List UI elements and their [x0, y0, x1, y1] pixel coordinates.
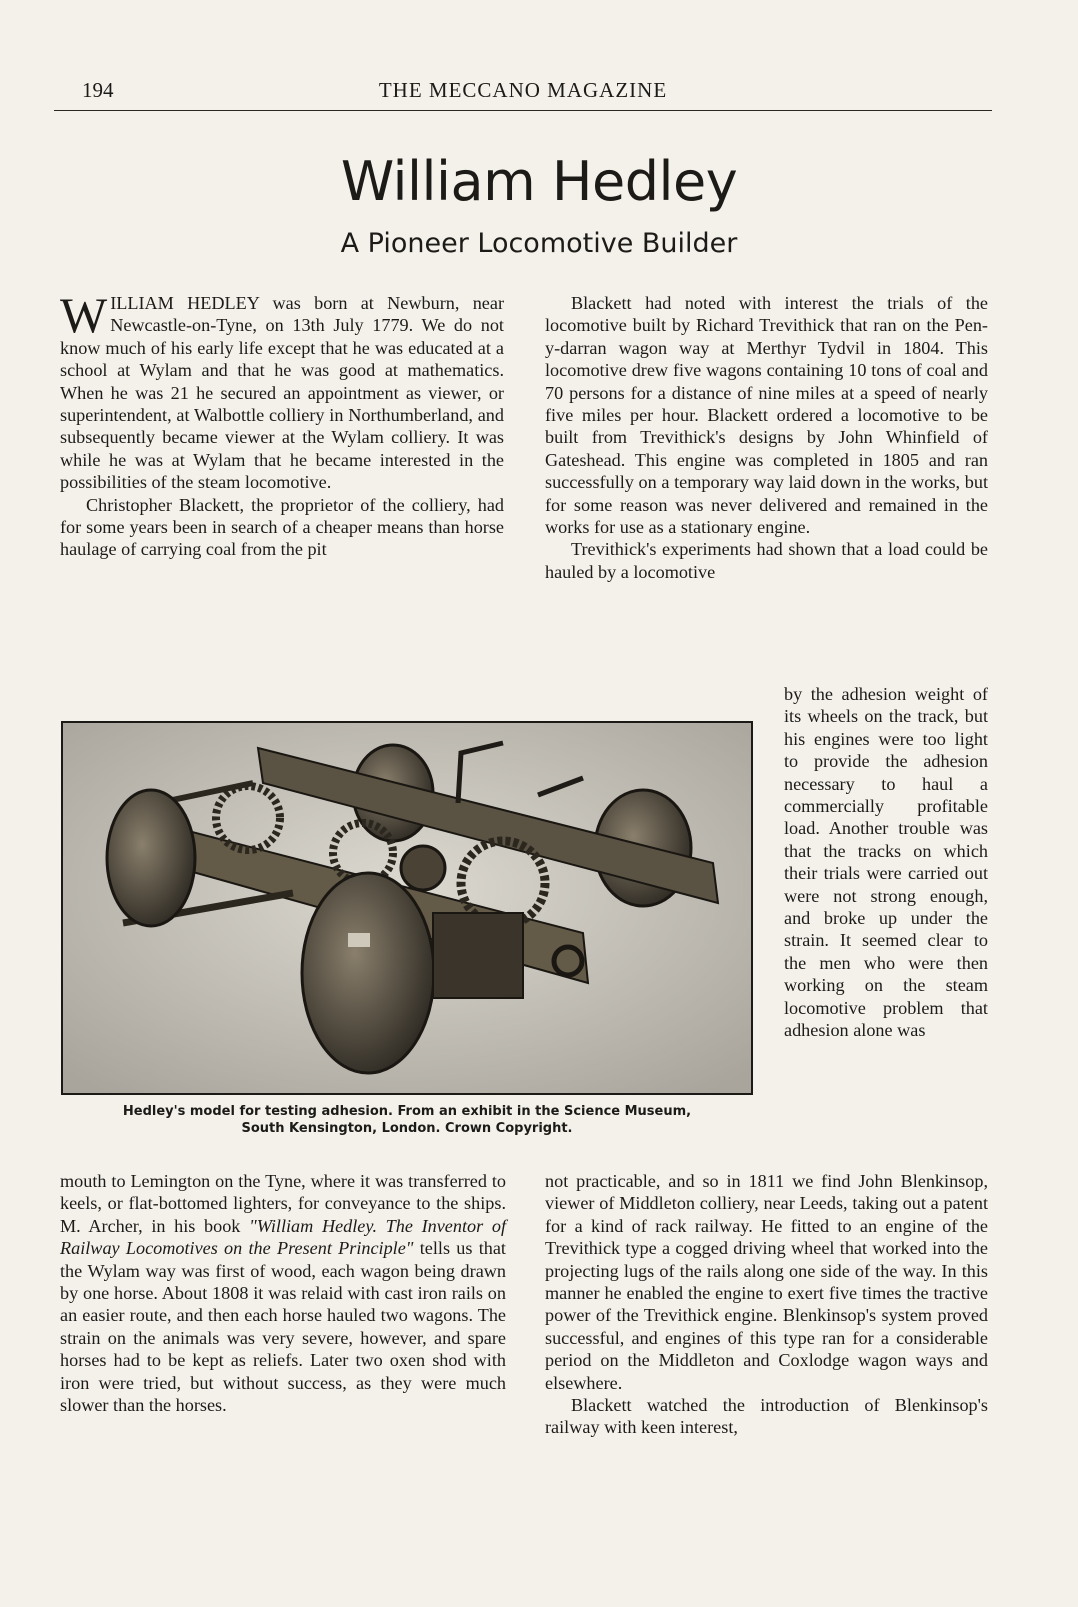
trevithick-paragraph-start: Trevithick's experiments had shown that a load could be hauled by a locomotive	[545, 539, 988, 582]
wheel-front-left	[107, 790, 195, 926]
mouth-text-b: tells us that the Wylam way was first of wood, each wagon being drawn by one horse. About 1808 it was relaid with cast iron rails on an easier route, and then each horse hauled two wagons. The strain on the animals was very severe, however, and spare horses had to be kept as reliefs. Later two oxen shod with iron were tried, but without success, as they were much slower than the horses.	[60, 1238, 506, 1416]
locomotive-model-photo	[61, 721, 753, 1095]
page-header	[54, 76, 992, 111]
photo-caption	[62, 1103, 752, 1137]
trevithick-paragraph-continued: by the adhesion weight of its wheels on the track, but his engines were too light to provide the adhesion necessary to haul a commercially profitable load. Another trouble was that the tracks on which their trials were carried out were not strong enough, and broke up under the strain. It seemed clear to the men who were then working on the steam locomotive problem that adhesion alone was	[784, 684, 988, 1041]
intro-paragraph	[60, 287, 504, 494]
blackett-paragraph-start: Christopher Blackett, the proprietor of the colliery, had for some years been in search of a cheaper means than horse haulage of carrying coal from the pit	[60, 494, 504, 560]
mouth-paragraph	[60, 1170, 506, 1416]
column-left-top	[60, 287, 504, 561]
column-right-narrow	[784, 683, 988, 1042]
caption-line-2: South Kensington, London. Crown Copyright.	[241, 1121, 573, 1136]
adhesion-model-illustration	[63, 723, 751, 1093]
wheel-front-right	[302, 873, 434, 1073]
not-practicable-paragraph: not practicable, and so in 1811 we find John Blenkinsop, viewer of Middleton colliery, near Leeds, taking out a patent for a kind of rack railway. He fitted to an engine of the Trevithick type a cogged driving wheel that worked into the projecting lugs of the rails along one side of the way. In this manner he enabled the engine to exert five times the tractive power of the Trevithick engine. Blenkinsop's system proved successful, and engines of this type ran for a considerable period on the Middleton and Coxlodge wagon ways and elsewhere.	[545, 1171, 988, 1393]
blackett-watched-paragraph: Blackett watched the introduction of Blenkinsop's railway with keen interest,	[545, 1395, 988, 1438]
caption-line-1: Hedley's model for testing adhesion. From an exhibit in the Science Museum,	[122, 1104, 692, 1119]
mouth-text-a: mouth to Lemington on the Tyne, where it was transferred to keels, or flat-bottomed lighters, for conveyance to the ships. M. Archer, in his book	[60, 1171, 506, 1236]
article-subtitle: A Pioneer Locomotive Builder	[340, 228, 738, 259]
hub-front-right	[348, 933, 370, 947]
page-number: 194	[82, 78, 114, 102]
column-right-top	[545, 292, 988, 583]
drop-cap: W	[60, 287, 108, 343]
book-title: "William Hedley. The Inventor of Railway Locomotives on the Present Principle"	[60, 1215, 507, 1259]
column-left-bottom	[60, 1170, 506, 1416]
column-right-bottom	[545, 1170, 988, 1439]
hub-block	[433, 913, 523, 998]
article-title: William Hedley	[340, 150, 738, 213]
blackett-noted-paragraph: Blackett had noted with interest the trials of the locomotive built by Richard Trevithick that ran on the Pen-y-darran wagon way at Merthyr Tydvil in 1804. This locomotive drew five wagons containing 10 tons of coal and 70 persons for a distance of nine miles at a speed of nearly five miles per hour. Blackett ordered a locomotive to be built from Trevithick's designs by John Whinfield of Gateshead. This engine was completed in 1805 and ran successfully on a temporary way laid down in the works, but for some reason was never delivered and remained in the works for use as a stationary engine.	[545, 293, 988, 538]
intro-text: ILLIAM HEDLEY was born at Newburn, near Newcastle-on-Tyne, on 13th July 1779. We do not know much of his early life except that he was educated at a school at Wylam and that he was good at mathematics. When he was 21 he secured an appointment as viewer, or superintendent, at Walbottle colliery in Northumberland, and subsequently became viewer at the Wylam colliery. It was while he was at Wylam that he became interested in the possibilities of the steam locomotive.	[60, 293, 504, 493]
magazine-title: THE MECCANO MAGAZINE	[378, 78, 668, 102]
gear-4	[401, 846, 445, 890]
